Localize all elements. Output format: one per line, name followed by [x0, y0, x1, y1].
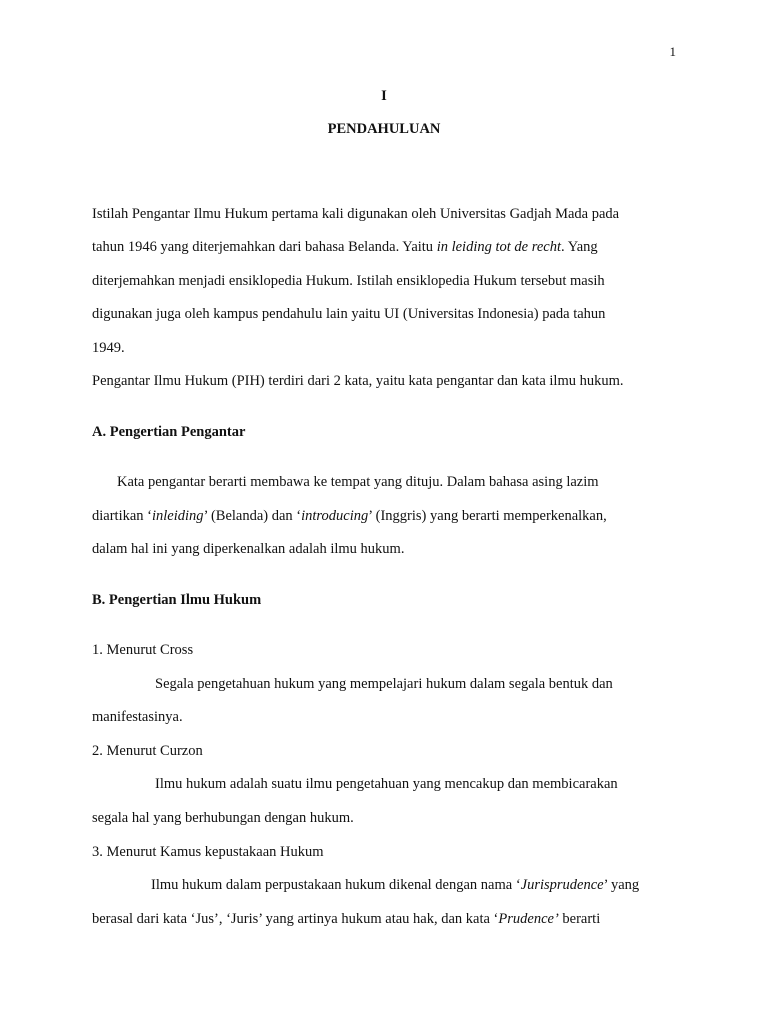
- section-a-line-2-text-e: ’ (Inggris) yang berarti memperkenalkan,: [368, 508, 607, 524]
- section-b-heading: B. Pengertian Ilmu Hukum: [92, 592, 262, 608]
- intro-line-2: [92, 239, 598, 256]
- item-3-line-1-text-a: Ilmu hukum dalam perpustakaan hukum dikenal dengan nama ‘: [151, 877, 521, 893]
- item-3-line-1-text-c: ’ yang: [603, 877, 640, 893]
- item-1-line-1: Segala pengetahuan hukum yang mempelajari hukum dalam segala bentuk dan: [155, 676, 613, 692]
- section-a-line-3: dalam hal ini yang diperkenalkan adalah ilmu hukum.: [92, 541, 405, 557]
- chapter-number: I: [381, 88, 387, 104]
- section-a-line-2-text-c: ’ (Belanda) dan ‘: [203, 508, 302, 524]
- intro-line-2-text-c: . Yang: [561, 239, 598, 255]
- intro-line-3: diterjemahkan menjadi ensiklopedia Hukum. Istilah ensiklopedia Hukum tersebut masih: [92, 273, 605, 289]
- intro-line-2-text-a: tahun 1946 yang diterjemahkan dari bahasa Belanda. Yaitu: [92, 239, 437, 255]
- item-2-line-2: segala hal yang berhubungan dengan hukum.: [92, 810, 354, 826]
- item-3-line-2: [92, 911, 600, 928]
- item-3-line-2-italic: Prudence’: [498, 911, 559, 927]
- item-1-line-2: manifestasinya.: [92, 709, 183, 725]
- intro-line-5: 1949.: [92, 340, 125, 356]
- intro-line-4: digunakan juga oleh kampus pendahulu lain yaitu UI (Universitas Indonesia) pada tahun: [92, 306, 606, 322]
- item-1-title: 1. Menurut Cross: [92, 642, 194, 658]
- item-3-line-1: [151, 877, 639, 894]
- section-a-line-2-text-a: diartikan ‘: [92, 508, 152, 524]
- section-a-line-2-italic-1: inleiding: [152, 508, 204, 524]
- item-2-line-1: Ilmu hukum adalah suatu ilmu pengetahuan yang mencakup dan membicarakan: [155, 776, 618, 792]
- section-a-heading: A. Pengertian Pengantar: [92, 424, 246, 440]
- section-a-line-1: Kata pengantar berarti membawa ke tempat yang dituju. Dalam bahasa asing lazim: [117, 474, 599, 490]
- item-3-title: 3. Menurut Kamus kepustakaan Hukum: [92, 844, 324, 860]
- intro-line-6: Pengantar Ilmu Hukum (PIH) terdiri dari 2 kata, yaitu kata pengantar dan kata ilmu hukum.: [92, 373, 624, 389]
- item-3-line-2-text-c: berarti: [558, 911, 601, 927]
- page-number: 1: [669, 44, 676, 59]
- intro-line-2-italic: in leiding tot de recht: [436, 239, 561, 255]
- item-2-title: 2. Menurut Curzon: [92, 743, 203, 759]
- chapter-title: PENDAHULUAN: [327, 121, 441, 137]
- section-a-line-2-italic-2: introducing: [301, 508, 369, 524]
- item-3-line-2-text-a: berasal dari kata ‘Jus’, ‘Juris’ yang artinya hukum atau hak, dan kata ‘: [92, 911, 499, 927]
- intro-line-1: Istilah Pengantar Ilmu Hukum pertama kali digunakan oleh Universitas Gadjah Mada pada: [92, 206, 620, 222]
- item-3-line-1-italic: Jurisprudence: [520, 877, 604, 893]
- section-a-line-2: [92, 508, 607, 525]
